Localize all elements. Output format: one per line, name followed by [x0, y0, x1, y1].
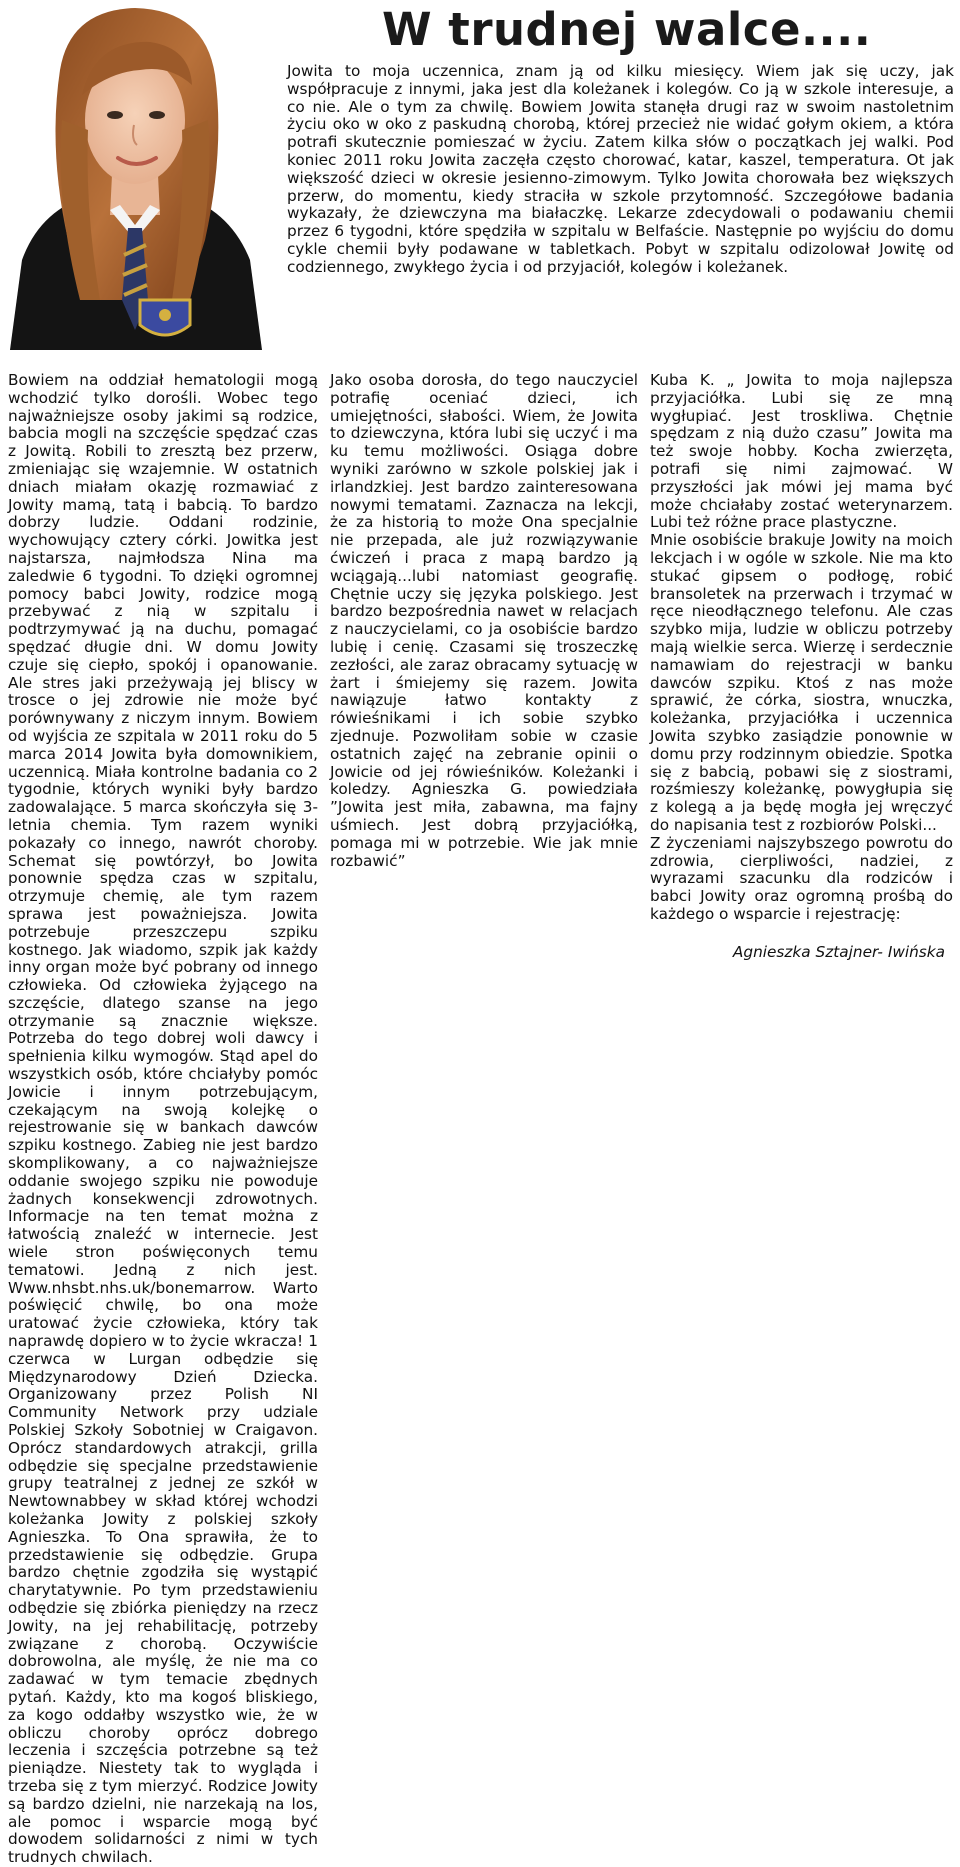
article-column-2	[330, 372, 638, 1427]
article-column-3	[650, 372, 953, 1427]
article-intro: Jowita to moja uczennica, znam ją od kilku miesięcy. Wiem jak się uczy, jak współpracuje z innymi, jaka jest dla koleżanek i kolegów. Co ją w szkole interesuje, a co nie. Ale o tym za chwilę. Bowiem Jowita stanęła drugi raz w swoim nastoletnim życiu oko w oko z paskudną chorobą, której przecież nie widać gołym okiem, a która potrafi skutecznie pomieszać w życiu. Zatem kilka słów o początkach jej walki. Pod koniec 2011 roku Jowita zaczęła często chorować, katar, kaszel, temperatura. Ot jak większość dzieci w okresie jesienno-zimowym. Tylko Jowita chorowała bez większych przerw, do momentu, kiedy straciła w szkole przytomność. Szczegółowe badania wykazały, że dziewczyna ma białaczkę. Lekarze zdecydowali o podawaniu chemii przez 6 tygodni, które spędziła w szpitalu w Belfaście. Następnie po wyjściu do domu cykle chemii były podawane w tabletkach. Pobyt w szpitalu odizolował Jowitę od codziennego, zwykłego życia i od przyjaciół, kolegów i koleżanek.	[287, 62, 954, 276]
article-column-1	[8, 371, 318, 1867]
article-body-5: Z życzeniami najszybszego powrotu do zdrowia, cierpliwości, nadziei, z wyrazami szacunku dla rodziców i babci Jowity oraz ogromną prośbą do każdego o wsparcie i rejestrację:	[650, 833, 953, 923]
article-title: W trudnej walce....	[382, 3, 872, 56]
student-photo	[0, 0, 270, 350]
author-signature: Agnieszka Sztajner- Iwińska	[732, 942, 945, 961]
article-body-4: Mnie osobiście brakuje Jowity na moich lekcjach i w ogóle w szkole. Nie ma kto stukać gipsem o podłogę, robić bransoletek na przerwach i trzymać w ręce nieodłącznego telefonu. Ale czas szybko mija, ludzie w obliczu potrzeby mają wielkie serca. Wierzę i serdecznie namawiam do rejestracji w banku dawców szpiku. Ktoś z nas może sprawić, że córka, siostra, wnuczka, koleżanka, przyjaciółka i uczennica Jowita szybko zasiądzie ponownie w domu przy rodzinnym obiedzie. Spotka się z babcią, pobawi się z siostrami, rozśmieszy koleżankę, powygłupia się z kolegą a ja będę mogła jej wręczyć do napisania test z rozbiorów Polski...	[650, 531, 953, 834]
article-body-3: Kuba K. „ Jowita to moja najlepsza przyjaciółka. Lubi się ze mną wygłupiać. Jest troskliwa. Chętnie spędzam z nią dużo czasu” Jowita ma też swoje hobby. Kocha zwierzęta, potrafi się nimi zajmować. W przyszłości jak mówi jej mama być może chciałaby zostać weterynarzem. Lubi też różne prace plastyczne.	[650, 371, 953, 532]
article-body: Bowiem na oddział hematologii mogą wchodzić tylko dorośli. Wobec tego najważniejsze osoby jakimi są rodzice, babcia mogli na szczęście spędzać czas z Jowitą. Robili to zresztą bez przerw, zmieniając się wzajemnie. W ostatnich dniach miałam okazję rozmawiać z Jowity mamą, tatą i babcią. To bardzo dobrzy ludzie. Oddani rodzinie, wychowujący cztery córki. Jowitka jest najstarsza, najmłodsza Nina ma zaledwie 6 tygodni. To dzięki ogromnej pomocy babci Jowity, rodzice mogą przebywać z nią w szpitalu i podtrzymywać ją na duchu, pomagać spędzać długie dni. W domu Jowity czuje się ciepło, spokój i opanowanie. Ale stres jaki przeżywają jej bliscy w trosce o jej zdrowie nie może być porównywany z niczym innym. Bowiem od wyjścia ze szpitala w 2011 roku do 5 marca 2014 Jowita była domownikiem, uczennicą. Miała kontrolne badania co 2 tygodnie, których wyniki były bardzo zadowalające. 5 marca skończyła się 3-letnia chemia. Tym razem wyniki pokazały co innego, nawrót choroby. Schemat się powtórzył, bo Jowita ponownie spędza czas w szpitalu, otrzymuje chemię, ale tym razem sprawa jest poważniejsza. Jowita potrzebuje przeszczepu szpiku kostnego. Jak wiadomo, szpik jak każdy inny organ może być pobrany od innego człowieka. Od człowieka żyjącego na szczęście, dlatego szanse na jego otrzymanie są znacznie większe. Potrzeba do tego dobrej woli dawcy i spełnienia kilku wymogów. Stąd apel do wszystkich osób, które chciałyby pomóc Jowicie i innym potrzebującym, czekającym na swoją kolejkę o rejestrowanie się w bankach dawców szpiku kostnego. Zabieg nie jest bardzo skomplikowany, a co najważniejsze oddanie swojego szpiku nie powoduje żadnych konsekwencji zdrowotnych. Informacje na ten temat można z łatwością znaleźć w internecie. Jest wiele stron poświęconych temu tematowi. Jedną z nich jest. Www.nhsbt.nhs.uk/bonemarrow. Warto poświęcić chwilę, bo ona może uratować życie człowieka, który tak naprawdę dopiero w to życie wkracza! 1 czerwca w Lurgan odbędzie się Międzynarodowy Dzień Dziecka. Organizowany przez Polish NI Community Network przy udziale Polskiej Szkoły Sobotniej w Craigavon. Oprócz standardowych atrakcji, grilla odbędzie się specjalne przedstawienie grupy teatralnej z jednej ze szkół w Newtownabbey w skład której wchodzi koleżanka Jowity z polskiej szkoły Agnieszka. To Ona sprawiła, że to przedstawienie się odbędzie. Grupa bardzo chętnie zgodziła się wystąpić charytatywnie. Po tym przedstawieniu odbędzie się zbiórka pieniędzy na rzecz Jowity, na jej rehabilitację, potrzeby związane z chorobą. Oczywiście dobrowolna, ale myślę, że nie ma co zadawać w tym temacie zbędnych pytań. Każdy, kto ma kogoś bliskiego, za kogo oddałby wszystko wie, że w obliczu choroby oprócz dobrego leczenia i szczęścia potrzebne są też pieniądze. Niestety tak to wygląda i trzeba się z tym mierzyć. Rodzice Jowity są bardzo dzielni, nie narzekają na los, ale pomoc i wsparcie mogą być dowodem solidarności z nimi w tych trudnych chwilach.	[8, 371, 318, 1867]
article-body-2: Jako osoba dorosła, do tego nauczyciel potrafię oceniać dzieci, ich umiejętności, słabości. Wiem, że Jowita to dziewczyna, która lubi się uczyć i ma ku temu możliwości. Osiąga dobre wyniki zarówno w szkole polskiej jak i irlandzkiej. Jest bardzo zainteresowana nowymi tematami. Zaznacza na lekcji, że za historią to może Ona specjalnie nie przepada, ale już rozwiązywanie ćwiczeń i praca z mapą bardzo ją wciągają...lubi natomiast geografię. Chętnie uczy się języka polskiego. Jest bardzo bezpośrednia nawet w relacjach z nauczycielami, co ja osobiście bardzo lubię i cenię. Czasami się troszeczkę zezłości, ale zaraz obracamy sytuację w żart i śmiejemy się razem. Jowita nawiązuje łatwo kontakty z rówieśnikami i ich sobie szybko zjednuje. Pozwoliłam sobie w czasie ostatnich zajęć na zebranie opinii o Jowicie od jej rówieśników. Koleżanki i koledzy. Agnieszka G. powiedziała ”Jowita jest miła, zabawna, ma fajny uśmiech. Jest dobrą przyjaciółką, pomaga mi w potrzebie. Wie jak mnie rozbawić”	[330, 371, 638, 870]
